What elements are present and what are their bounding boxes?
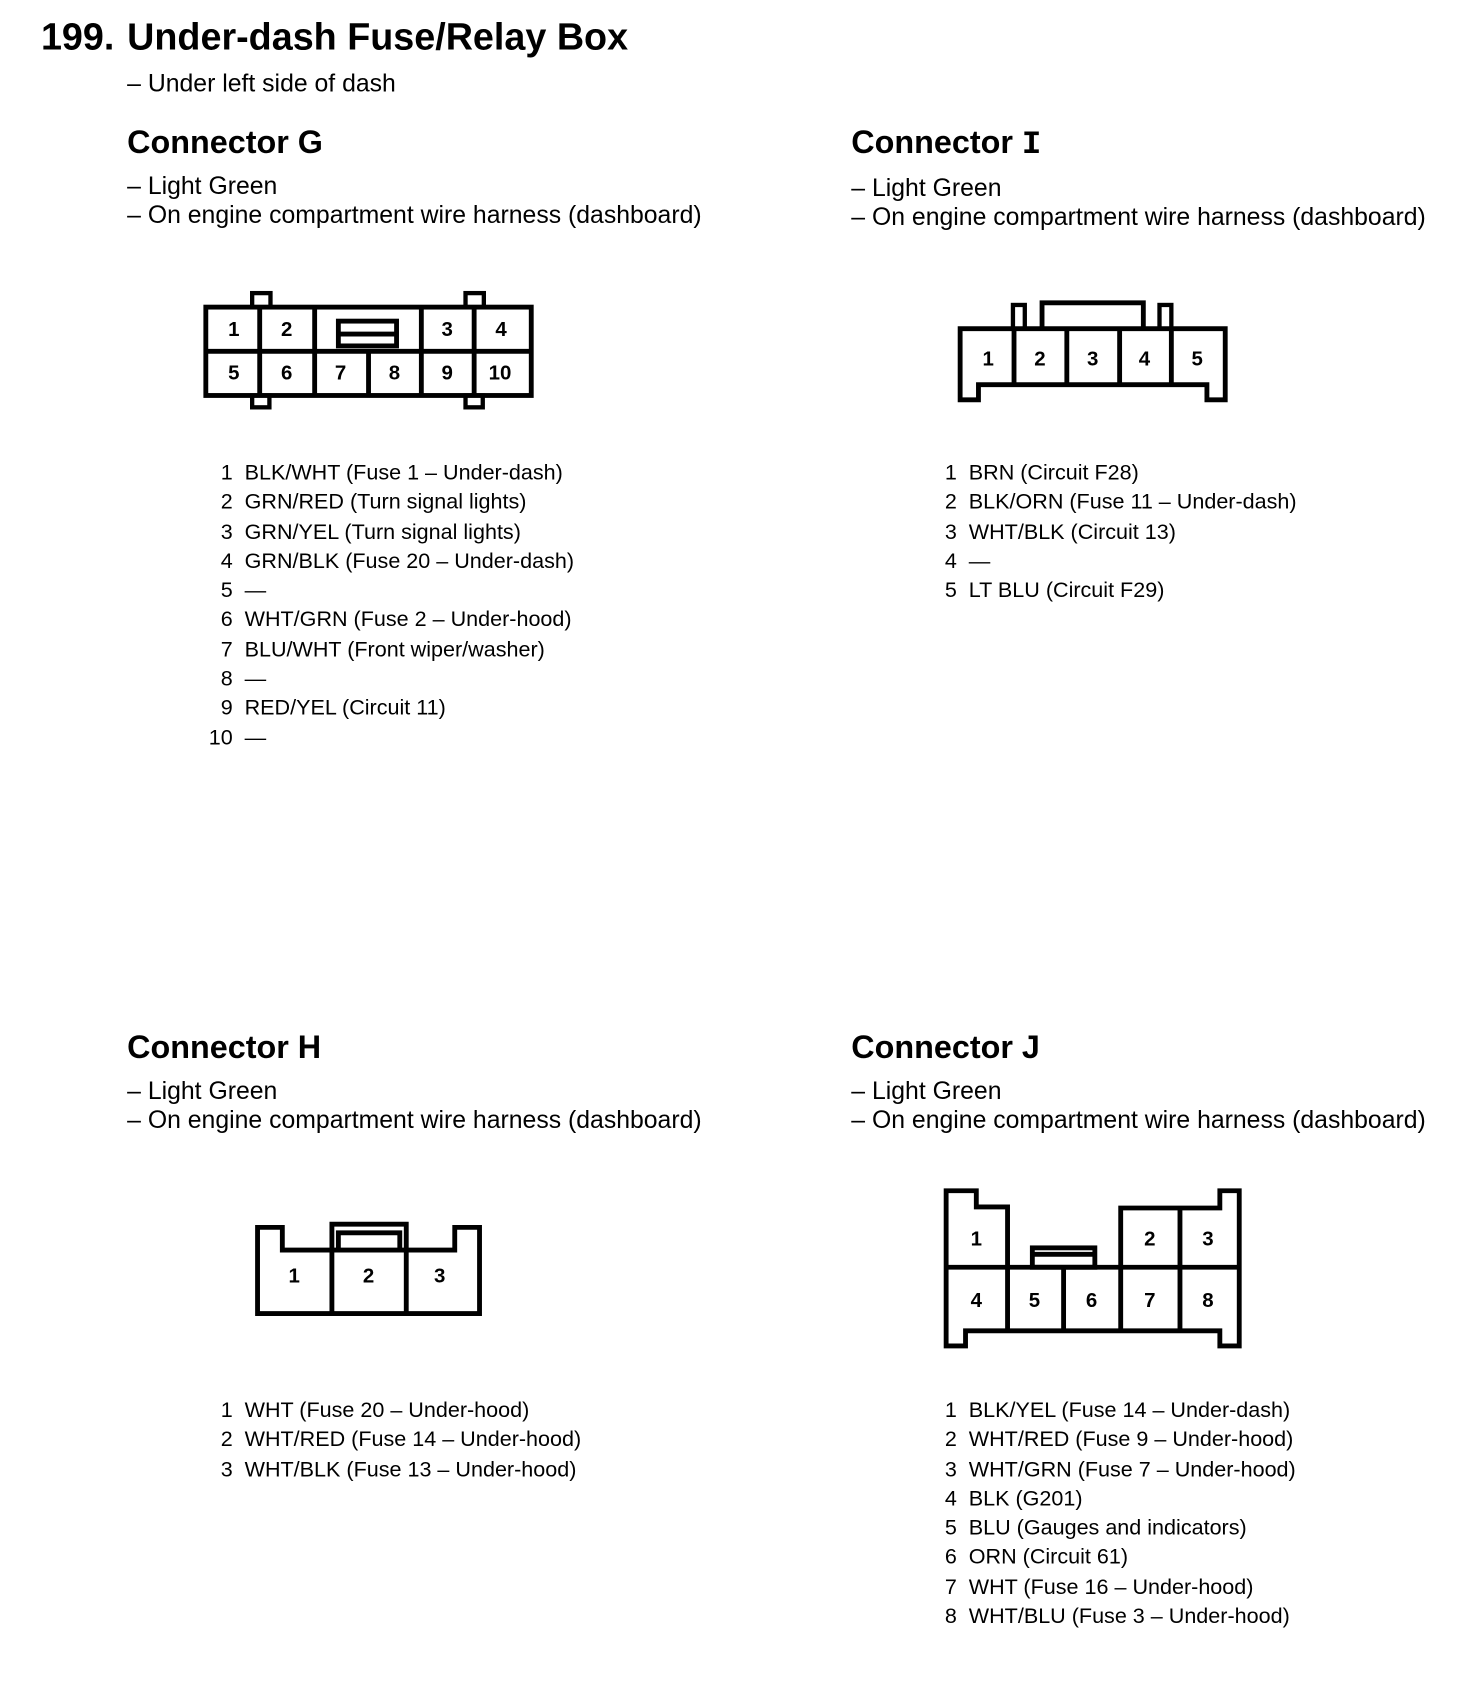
connector-j-pin-label: 4 [970, 1289, 983, 1313]
connector-g-letter: G [297, 125, 323, 161]
connector-i-latch [1042, 303, 1143, 329]
page-title-text: Under-dash Fuse/Relay Box [127, 16, 629, 59]
connector-g-pin-label: 3 [441, 318, 453, 342]
pin-description: GRN/BLK (Fuse 20 – Under-dash) [244, 549, 575, 574]
connector-j-diagram [946, 1191, 1239, 1346]
connector-h-letter: H [297, 1030, 322, 1066]
pin-description: WHT/RED (Fuse 9 – Under-hood) [968, 1428, 1294, 1452]
pin-number: 7 [220, 637, 233, 662]
connector-i-pin-label: 4 [1138, 347, 1151, 371]
connector-j-prefix: Connector [851, 1030, 1013, 1066]
connector-j-letter: J [1021, 1030, 1040, 1066]
pin-description: BLU (Gauges and indicators) [968, 1516, 1247, 1541]
pin-description: WHT/BLK (Fuse 13 – Under-hood) [244, 1457, 577, 1482]
connector-h-harness: – On engine compartment wire harness (dashboard) [127, 1105, 702, 1134]
pin-number: 3 [944, 1457, 957, 1482]
pin-number: 6 [220, 608, 233, 632]
pin-description: WHT/GRN (Fuse 7 – Under-hood) [968, 1457, 1296, 1482]
page-number: 199. [40, 16, 115, 59]
connector-j-pin-label: 6 [1085, 1289, 1098, 1313]
connector-g-harness: – On engine compartment wire harness (dashboard) [127, 200, 702, 229]
pin-description: WHT/BLU (Fuse 3 – Under-hood) [968, 1604, 1290, 1629]
connector-j-pin-label: 8 [1202, 1289, 1214, 1313]
connector-j-pin-label: 1 [970, 1227, 983, 1251]
connector-i-pin-label: 1 [982, 347, 994, 371]
connector-i-pin-label: 2 [1034, 347, 1046, 371]
pin-number: 3 [220, 1457, 233, 1482]
pin-description: WHT (Fuse 16 – Under-hood) [968, 1575, 1254, 1599]
pin-description: BLK/ORN (Fuse 11 – Under-dash) [968, 490, 1297, 515]
pin-description: LT BLU (Circuit F29) [968, 578, 1165, 603]
pin-number: 4 [220, 549, 233, 574]
pin-number: 4 [944, 549, 957, 574]
connector-h-latch-inner [338, 1233, 399, 1250]
pin-description: BLK/YEL (Fuse 14 – Under-dash) [968, 1398, 1291, 1423]
pin-description: BLK/WHT (Fuse 1 – Under-dash) [244, 461, 563, 485]
pin-number: 5 [220, 578, 233, 603]
pin-number: 9 [220, 696, 233, 721]
pin-number: 8 [944, 1604, 957, 1629]
pin-description: WHT (Fuse 20 – Under-hood) [244, 1398, 530, 1423]
connector-h-latch [332, 1224, 406, 1250]
connector-g-pin-label: 7 [334, 361, 347, 385]
connector-h-prefix: Connector [127, 1030, 289, 1066]
connector-i-pin-label: 5 [1191, 347, 1203, 371]
pin-number: 2 [944, 1428, 957, 1452]
pin-number: 3 [220, 520, 233, 544]
connector-g-pin-label: 8 [388, 361, 401, 385]
connector-j-pin-label: 7 [1144, 1289, 1156, 1313]
connector-g-pin-label: 6 [280, 361, 293, 385]
pin-number: 2 [220, 490, 233, 515]
pin-description: ORN (Circuit 61) [968, 1545, 1129, 1570]
connector-h-diagram [258, 1224, 480, 1313]
pin-number: 2 [220, 1428, 233, 1452]
pin-number: 10 [208, 725, 233, 750]
pin-number: 7 [944, 1575, 957, 1599]
pin-description: GRN/YEL (Turn signal lights) [244, 520, 521, 544]
pin-description: — [968, 549, 991, 574]
connector-j-pin-label: 5 [1028, 1289, 1041, 1313]
connector-g-color: – Light Green [127, 171, 278, 200]
connector-g-pin-label: 5 [228, 361, 240, 385]
connector-j-latch [1032, 1248, 1095, 1267]
connector-g-prefix: Connector [127, 125, 289, 161]
connector-i-harness: – On engine compartment wire harness (dashboard) [851, 202, 1426, 231]
connector-i-pin-label: 3 [1086, 347, 1099, 371]
connector-j-harness: – On engine compartment wire harness (dashboard) [851, 1105, 1426, 1134]
pin-description: BLK (G201) [968, 1486, 1083, 1511]
pin-description: WHT/GRN (Fuse 2 – Under-hood) [244, 608, 572, 632]
connector-g-diagram [206, 293, 531, 407]
pin-description: GRN/RED (Turn signal lights) [244, 490, 527, 515]
pin-description: RED/YEL (Circuit 11) [244, 696, 446, 721]
pin-number: 5 [944, 1516, 957, 1541]
connector-j-pin-label: 2 [1144, 1227, 1156, 1251]
connector-g-pin-label: 4 [495, 318, 507, 342]
connector-h-pin-label: 1 [288, 1264, 300, 1288]
pin-number: 3 [944, 520, 957, 544]
pin-number: 8 [220, 667, 233, 691]
connector-i-prefix: Connector [851, 125, 1013, 161]
pin-description: — [244, 725, 267, 750]
pin-number: 1 [944, 1398, 957, 1423]
connector-j-pin-label: 3 [1202, 1227, 1214, 1251]
connector-i-top-tab [1013, 305, 1025, 329]
pin-description: WHT/BLK (Circuit 13) [968, 520, 1176, 544]
pin-number: 1 [944, 461, 957, 485]
pin-description: — [244, 667, 267, 691]
connector-g-pin-label: 1 [228, 318, 240, 342]
connector-i-top-tab [1159, 305, 1171, 329]
box-location: – Under left side of dash [127, 68, 396, 97]
pin-number: 6 [944, 1545, 957, 1570]
pin-number: 5 [944, 578, 957, 603]
connector-g-pin-label: 2 [280, 318, 293, 342]
connector-i-letter: I [1021, 127, 1042, 164]
connector-g-pin-label: 9 [441, 361, 453, 385]
pin-number: 1 [220, 1398, 233, 1423]
pin-description: BLU/WHT (Front wiper/washer) [244, 637, 545, 662]
pin-description: WHT/RED (Fuse 14 – Under-hood) [244, 1428, 582, 1452]
connector-i-color: – Light Green [851, 173, 1002, 202]
connector-j-color: – Light Green [851, 1076, 1002, 1105]
pin-number: 1 [220, 461, 233, 485]
pin-description: BRN (Circuit F28) [968, 461, 1139, 485]
pin-number: 2 [944, 490, 957, 515]
connector-h-pin-label: 3 [433, 1264, 446, 1288]
pin-number: 4 [944, 1486, 957, 1511]
connector-g-pin-label: 10 [488, 361, 512, 385]
connector-h-pin-label: 2 [362, 1264, 375, 1288]
connector-i-diagram [960, 303, 1225, 400]
connector-h-color: – Light Green [127, 1076, 278, 1105]
pin-description: — [244, 578, 267, 603]
